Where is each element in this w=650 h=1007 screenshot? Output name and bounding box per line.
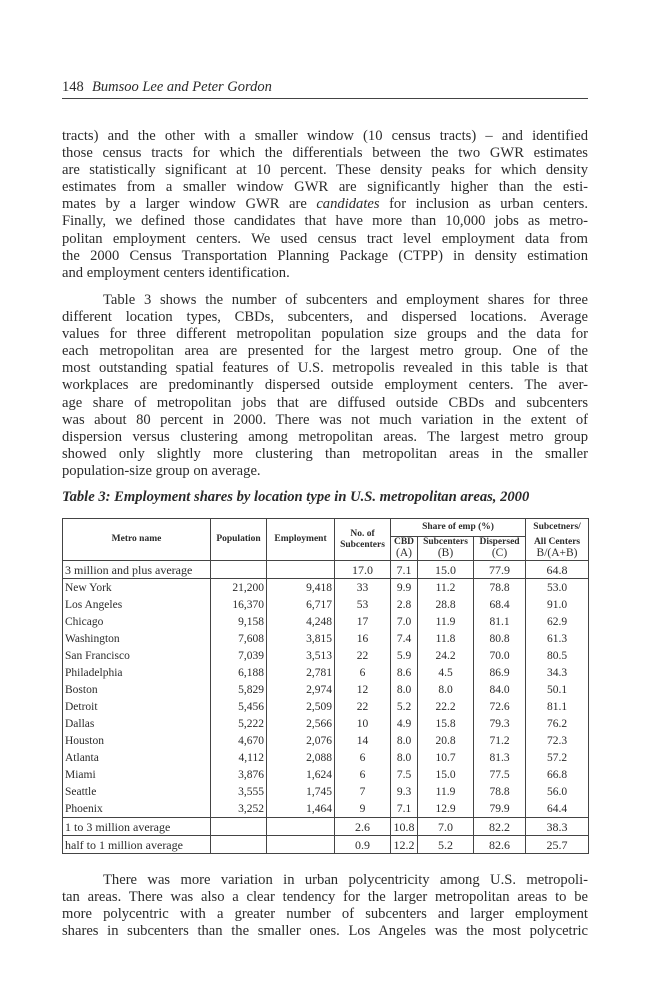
table-row [63, 664, 589, 681]
cell-subcenters: 16 [335, 630, 391, 647]
table-row [63, 783, 589, 800]
cell-cbd: 10.8 [391, 818, 418, 836]
cell-employment [267, 561, 335, 579]
cell-subcenters: 33 [335, 579, 391, 597]
cell-name: Chicago [63, 613, 211, 630]
cell-subcenter-share: 11.8 [418, 630, 474, 647]
cell-subcenters: 22 [335, 698, 391, 715]
cell-employment: 2,088 [267, 749, 335, 766]
text-line: was about 80 percent in 2000. There was not much variation in the extent of [62, 411, 588, 428]
cell-employment: 9,418 [267, 579, 335, 597]
text-line: workplaces are predominantly dispersed outside employment centers. The aver- [62, 377, 588, 394]
cell-subcenters: 6 [335, 749, 391, 766]
cell-subcenters: 6 [335, 664, 391, 681]
header-line: B/(A+B) [536, 546, 578, 559]
cell-subcenter-share: 11.2 [418, 579, 474, 597]
table-row-group-average [63, 818, 589, 836]
table-row-group-average [63, 836, 589, 854]
cell-dispersed: 80.8 [474, 630, 526, 647]
cell-name: Atlanta [63, 749, 211, 766]
cell-employment: 2,781 [267, 664, 335, 681]
cell-name: New York [63, 579, 211, 597]
col-header-ratio [526, 537, 589, 561]
cell-employment [267, 836, 335, 854]
cell-population: 7,608 [211, 630, 267, 647]
text-line: each metropolitan area are presented for the largest metro group. One of the [62, 343, 588, 360]
cell-name: Los Angeles [63, 596, 211, 613]
cell-population: 16,370 [211, 596, 267, 613]
header-line: CBD [393, 537, 415, 547]
cell-dispersed: 78.8 [474, 579, 526, 597]
cell-ratio: 64.8 [526, 561, 589, 579]
cell-ratio: 72.3 [526, 732, 589, 749]
cell-subcenters: 6 [335, 766, 391, 783]
text-line: There was more variation in urban polycentricity among U.S. metropoli- [103, 872, 588, 888]
cell-ratio: 66.8 [526, 766, 589, 783]
cell-employment: 6,717 [267, 596, 335, 613]
cell-name: San Francisco [63, 647, 211, 664]
cell-dispersed: 72.6 [474, 698, 526, 715]
cell-subcenter-share: 12.9 [418, 800, 474, 818]
cell-name: Boston [63, 681, 211, 698]
cell-cbd: 12.2 [391, 836, 418, 854]
cell-subcenters: 2.6 [335, 818, 391, 836]
cell-subcenter-share: 15.0 [418, 561, 474, 579]
text-line: more polycentric with a greater number of subcenters and larger employment [62, 906, 588, 923]
cell-dispersed: 81.1 [474, 613, 526, 630]
col-group-share-of-emp: Share of emp (%) [391, 519, 526, 537]
cell-population [211, 836, 267, 854]
table-row [63, 647, 589, 664]
header-line: No. of [350, 528, 375, 539]
cell-cbd: 9.3 [391, 783, 418, 800]
cell-population: 3,555 [211, 783, 267, 800]
cell-name: Miami [63, 766, 211, 783]
header-line: (C) [491, 547, 508, 559]
cell-population [211, 561, 267, 579]
header-line: All Centers [533, 536, 581, 547]
text-line: values for three different metropolitan population size groups and the data for [62, 326, 588, 343]
cell-subcenters: 0.9 [335, 836, 391, 854]
cell-subcenter-share: 15.0 [418, 766, 474, 783]
cell-name: Houston [63, 732, 211, 749]
cell-dispersed: 70.0 [474, 647, 526, 664]
cell-population: 3,876 [211, 766, 267, 783]
header-line: (A) [396, 547, 412, 559]
cell-subcenter-share: 11.9 [418, 783, 474, 800]
cell-ratio: 34.3 [526, 664, 589, 681]
cell-name: half to 1 million average [63, 836, 211, 854]
cell-ratio: 53.0 [526, 579, 589, 597]
cell-subcenter-share: 7.0 [418, 818, 474, 836]
emphasis-candidates: candidates [316, 196, 380, 213]
text-line: the 2000 Census Transportation Planning Package (CTPP) in density estimation [62, 247, 588, 264]
metro-rows [63, 579, 589, 818]
cell-population [211, 818, 267, 836]
cell-cbd: 8.0 [391, 732, 418, 749]
cell-ratio: 81.1 [526, 698, 589, 715]
cell-ratio: 61.3 [526, 630, 589, 647]
paragraph-2 [62, 292, 588, 480]
cell-population: 3,252 [211, 800, 267, 818]
text-line: Table 3 shows the number of subcenters and employment shares for three [103, 292, 588, 308]
table-row-group-average [63, 561, 589, 579]
cell-population: 5,456 [211, 698, 267, 715]
col-header-dispersed [474, 537, 526, 561]
cell-dispersed: 86.9 [474, 664, 526, 681]
col-header-employment: Employment [267, 519, 335, 561]
text-line: and employment centers identification. [62, 264, 290, 281]
table-row [63, 732, 589, 749]
cell-dispersed: 77.5 [474, 766, 526, 783]
cell-employment [267, 818, 335, 836]
employment-shares-table [62, 518, 589, 854]
cell-ratio: 91.0 [526, 596, 589, 613]
cell-population: 6,188 [211, 664, 267, 681]
text-line: dispersion versus clustering among metropolitan areas. The largest metro group [62, 428, 588, 445]
cell-cbd: 9.9 [391, 579, 418, 597]
cell-subcenter-share: 5.2 [418, 836, 474, 854]
cell-employment: 2,566 [267, 715, 335, 732]
cell-subcenters: 9 [335, 800, 391, 818]
cell-name: 1 to 3 million average [63, 818, 211, 836]
running-header [62, 78, 588, 99]
text-run: mates by a larger window GWR are [62, 196, 317, 213]
cell-subcenters: 17 [335, 613, 391, 630]
cell-dispersed: 78.8 [474, 783, 526, 800]
cell-cbd: 8.0 [391, 749, 418, 766]
cell-subcenters: 7 [335, 783, 391, 800]
table-row [63, 715, 589, 732]
cell-dispersed: 79.3 [474, 715, 526, 732]
cell-dispersed: 82.6 [474, 836, 526, 854]
cell-cbd: 8.6 [391, 664, 418, 681]
cell-ratio: 56.0 [526, 783, 589, 800]
cell-subcenter-share: 11.9 [418, 613, 474, 630]
cell-subcenters: 17.0 [335, 561, 391, 579]
cell-subcenters: 22 [335, 647, 391, 664]
text-line: tracts) and the other with a smaller window (10 census tracts) – and identified [62, 128, 588, 144]
cell-dispersed: 77.9 [474, 561, 526, 579]
text-line: estimates from a smaller window GWR are significantly higher than the esti- [62, 179, 588, 196]
cell-population: 5,829 [211, 681, 267, 698]
table-row [63, 630, 589, 647]
cell-name: Philadelphia [63, 664, 211, 681]
text-line: different location types, CBDs, subcenters, and dispersed locations. Average [62, 309, 588, 326]
cell-employment: 1,464 [267, 800, 335, 818]
cell-employment: 2,974 [267, 681, 335, 698]
cell-cbd: 4.9 [391, 715, 418, 732]
cell-name: Phoenix [63, 800, 211, 818]
cell-ratio: 76.2 [526, 715, 589, 732]
text-line: tan areas. There was also a clear tendency for the larger metropolitan areas to be [62, 889, 588, 906]
cell-dispersed: 68.4 [474, 596, 526, 613]
cell-name: 3 million and plus average [63, 561, 211, 579]
cell-subcenter-share: 28.8 [418, 596, 474, 613]
cell-ratio: 25.7 [526, 836, 589, 854]
cell-subcenters: 14 [335, 732, 391, 749]
cell-dispersed: 71.2 [474, 732, 526, 749]
cell-ratio: 57.2 [526, 749, 589, 766]
cell-ratio: 62.9 [526, 613, 589, 630]
cell-ratio: 80.5 [526, 647, 589, 664]
col-header-ratio-top: Subcetners/ [526, 519, 589, 537]
table-row [63, 613, 589, 630]
text-line: showed only slightly more clustering than metropolitan areas in the smaller [62, 445, 588, 462]
cell-subcenter-share: 22.2 [418, 698, 474, 715]
cell-population: 21,200 [211, 579, 267, 597]
col-header-subcenters-share [418, 537, 474, 561]
cell-cbd: 8.0 [391, 681, 418, 698]
cell-subcenter-share: 24.2 [418, 647, 474, 664]
cell-subcenter-share: 8.0 [418, 681, 474, 698]
header-line: Subcenters [423, 537, 468, 547]
cell-ratio: 50.1 [526, 681, 589, 698]
cell-cbd: 2.8 [391, 596, 418, 613]
cell-name: Detroit [63, 698, 211, 715]
cell-name: Seattle [63, 783, 211, 800]
cell-cbd: 5.2 [391, 698, 418, 715]
text-line: are statistically significant at 10 percent. These density peaks for which density [62, 162, 588, 179]
table-row [63, 749, 589, 766]
text-line: population-size group on average. [62, 462, 261, 479]
cell-subcenter-share: 15.8 [418, 715, 474, 732]
table-row [63, 800, 589, 818]
header-line: (B) [437, 547, 454, 559]
cell-cbd: 5.9 [391, 647, 418, 664]
text-line: Finally, we defined those candidates that have more than 10,000 jobs as metro- [62, 213, 588, 230]
table-row [63, 579, 589, 597]
cell-cbd: 7.1 [391, 800, 418, 818]
running-header-authors: Bumsoo Lee and Peter Gordon [92, 79, 272, 95]
cell-subcenter-share: 20.8 [418, 732, 474, 749]
text-line: most outstanding spatial features of U.S. metropolis revealed in this table is that [62, 360, 588, 377]
cell-employment: 3,513 [267, 647, 335, 664]
cell-cbd: 7.4 [391, 630, 418, 647]
cell-subcenters: 53 [335, 596, 391, 613]
cell-employment: 4,248 [267, 613, 335, 630]
paragraph-1 [62, 128, 588, 282]
table-row [63, 681, 589, 698]
cell-population: 5,222 [211, 715, 267, 732]
cell-name: Washington [63, 630, 211, 647]
cell-employment: 1,745 [267, 783, 335, 800]
header-line: Dispersed [479, 537, 520, 547]
cell-subcenter-share: 10.7 [418, 749, 474, 766]
cell-ratio: 64.4 [526, 800, 589, 818]
text-line: age share of metropolitan jobs that are diffused outside CBDs and subcenters [62, 394, 588, 411]
cell-population: 4,670 [211, 732, 267, 749]
col-header-no-of-subcenters [335, 519, 391, 561]
col-header-metro-name: Metro name [63, 519, 211, 561]
cell-dispersed: 84.0 [474, 681, 526, 698]
text-run: for inclusion as urban centers. [379, 196, 588, 213]
cell-dispersed: 81.3 [474, 749, 526, 766]
header-line: Subcenters [340, 539, 385, 550]
cell-employment: 3,815 [267, 630, 335, 647]
cell-cbd: 7.0 [391, 613, 418, 630]
cell-subcenters: 10 [335, 715, 391, 732]
cell-dispersed: 82.2 [474, 818, 526, 836]
table-row [63, 596, 589, 613]
cell-cbd: 7.5 [391, 766, 418, 783]
cell-subcenters: 12 [335, 681, 391, 698]
table-row [63, 698, 589, 715]
page-number: 148 [62, 79, 84, 95]
cell-population: 7,039 [211, 647, 267, 664]
cell-population: 4,112 [211, 749, 267, 766]
text-line: politan employment centers. We used census tract level employment data from [62, 230, 588, 247]
cell-employment: 2,076 [267, 732, 335, 749]
text-line: shares in subcenters than the smaller ones. Los Angeles was the most polycetric [62, 923, 588, 940]
text-line [62, 196, 588, 213]
col-header-cbd [391, 537, 418, 561]
cell-employment: 2,509 [267, 698, 335, 715]
table-caption: Table 3: Employment shares by location type in U.S. metropolitan areas, 2000 [62, 489, 530, 505]
cell-population: 9,158 [211, 613, 267, 630]
table-row [63, 766, 589, 783]
cell-dispersed: 79.9 [474, 800, 526, 818]
cell-ratio: 38.3 [526, 818, 589, 836]
col-header-population: Population [211, 519, 267, 561]
text-line: those census tracts for which the differentials between the two GWR estimates [62, 145, 588, 162]
cell-subcenter-share: 4.5 [418, 664, 474, 681]
paragraph-3 [62, 872, 588, 940]
cell-cbd: 7.1 [391, 561, 418, 579]
cell-name: Dallas [63, 715, 211, 732]
cell-employment: 1,624 [267, 766, 335, 783]
